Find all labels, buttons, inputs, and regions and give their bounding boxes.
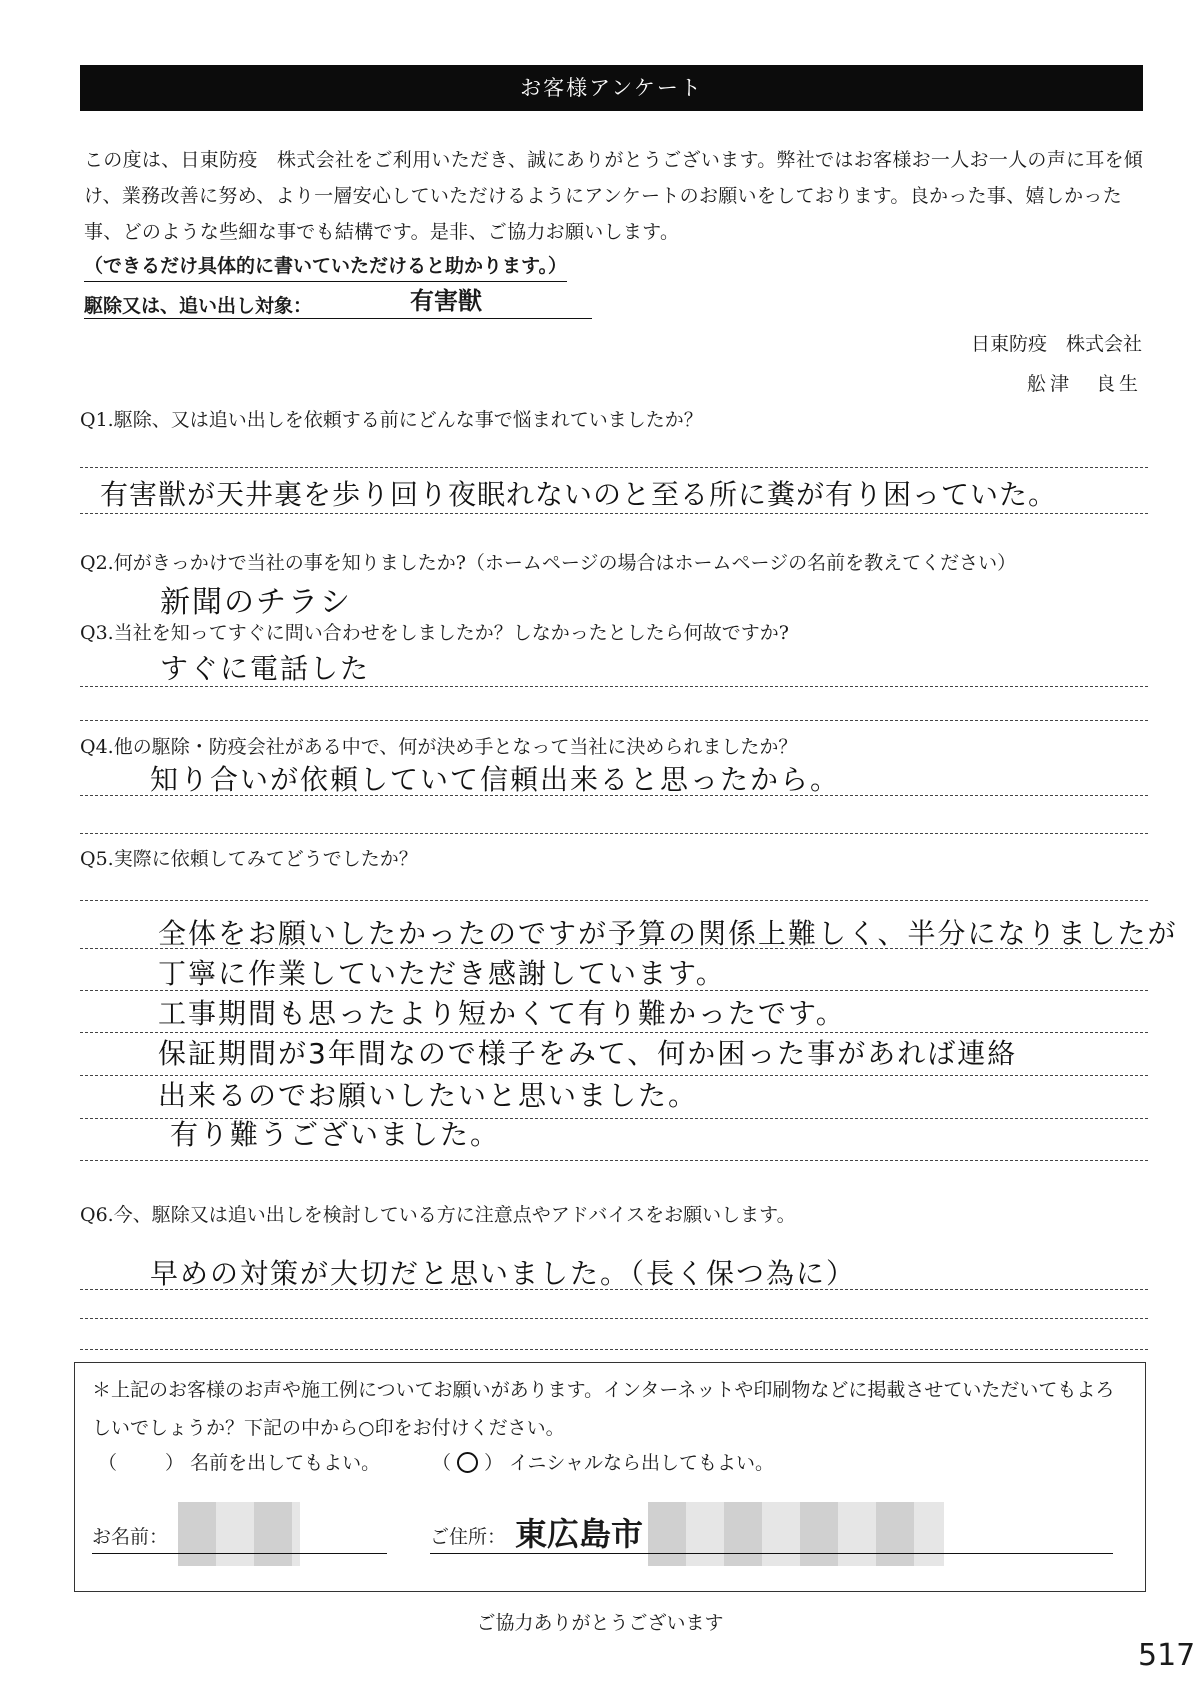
intro-note: （できるだけ具体的に書いていただけると助かります。） xyxy=(84,251,567,282)
answer-3: すぐに電話した xyxy=(160,652,371,685)
target-underline xyxy=(84,318,592,319)
question-5: Q5.実際に依頼してみてどうでしたか？ xyxy=(80,848,418,870)
answer-2: 新聞のチラシ xyxy=(160,585,352,620)
answer-4: 知り合いが依頼していて信頼出来ると思ったから。 xyxy=(150,763,841,796)
dashed-line xyxy=(80,686,1148,687)
answer-5-line: 全体をお願いしたかったのですが予算の関係上難しく、半分になりましたが xyxy=(158,917,1178,950)
target-label: 駆除又は、追い出し対象： xyxy=(84,295,313,317)
redacted-address xyxy=(648,1502,944,1566)
answer-5-line: 保証期間が3年間なので様子をみて、何か困った事があれば連絡 xyxy=(158,1037,1018,1070)
dashed-line xyxy=(80,1318,1148,1319)
answer-1: 有害獣が天井裏を歩り回り夜眠れないのと至る所に糞が有り困っていた。 xyxy=(100,478,1058,511)
selected-circle-icon[interactable] xyxy=(457,1452,478,1473)
answer-5-line: 出来るのでお願いしたいと思いました。 xyxy=(158,1079,699,1112)
answer-5-line: 丁寧に作業していただき感謝しています。 xyxy=(158,957,726,990)
address-underline xyxy=(430,1553,1113,1554)
company-name: 日東防疫 株式会社 xyxy=(970,333,1142,355)
name-label: お名前： xyxy=(92,1526,169,1548)
question-2: Q2.何がきっかけで当社の事を知りましたか?（ホームページの場合はホームページの名前を教えてください） xyxy=(80,552,1017,574)
dashed-line xyxy=(80,1289,1148,1290)
name-underline xyxy=(92,1553,387,1554)
option-2-label: イニシャルなら出してもよい。 xyxy=(509,1452,775,1474)
option-name xyxy=(98,1448,380,1475)
question-4: Q4.他の駆除・防疫会社がある中で、何が決め手となって当社に決められましたか？ xyxy=(80,736,798,758)
dashed-line xyxy=(80,1160,1148,1161)
intro-text: この度は、日東防疫 株式会社をご利用いただき、誠にありがとうございます。弊社ではお客様お一人お一人の声に耳を傾け、業務改善に努め、より一層安心していただけるようにアンケートのお願いをしております。良かった事、嬉しかった事、どのような些細な事でも結構です。是非、ご協力お願いします。 xyxy=(84,149,1144,243)
option-1-open: （ xyxy=(98,1452,118,1474)
question-1: Q1.駆除、又は追い出しを依頼する前にどんな事で悩まれていましたか？ xyxy=(80,409,703,431)
redacted-name xyxy=(178,1502,300,1566)
survey-title: お客様アンケート xyxy=(80,65,1143,111)
option-2-open: （ xyxy=(432,1452,452,1474)
address-answer: 東広島市 xyxy=(515,1515,644,1553)
option-1-close: ） xyxy=(165,1452,185,1474)
target-answer: 有害獣 xyxy=(410,287,482,315)
dashed-line xyxy=(80,990,1148,991)
question-3: Q3.当社を知ってすぐに問い合わせをしましたか？しなかったとしたら何故ですか? xyxy=(80,622,789,644)
option-initial xyxy=(432,1448,774,1475)
question-6: Q6.今、駆除又は追い出しを検討している方に注意点やアドバイスをお願いします。 xyxy=(80,1204,796,1226)
option-2-close: ） xyxy=(484,1452,504,1474)
address-label: ご住所： xyxy=(430,1526,507,1548)
option-1-label: 名前を出してもよい。 xyxy=(190,1452,381,1474)
answer-6: 早めの対策が大切だと思いました。（長く保つ為に） xyxy=(150,1257,857,1290)
dashed-line xyxy=(80,795,1148,796)
answer-5-line: 有り難うございました。 xyxy=(170,1118,501,1151)
dashed-line xyxy=(80,1349,1148,1350)
dashed-line xyxy=(80,467,1148,468)
dashed-line xyxy=(80,720,1148,721)
dashed-line xyxy=(80,833,1148,834)
dashed-line xyxy=(80,513,1148,514)
page-number: 517 xyxy=(1138,1638,1196,1673)
dashed-line xyxy=(80,900,1148,901)
answer-5-line: 工事期間も思ったより短かくて有り難かったです。 xyxy=(158,997,846,1030)
dashed-line xyxy=(80,948,1148,949)
consent-text: ＊上記のお客様のお声や施工例についてお願いがあります。インターネットや印刷物などに掲載させていただいてもよろしいでしょうか？下記の中から○印をお付けください。 xyxy=(92,1379,1115,1439)
footer-thanks: ご協力ありがとうございます xyxy=(476,1612,724,1634)
representative-name: 舩津 良生 xyxy=(1026,373,1142,395)
